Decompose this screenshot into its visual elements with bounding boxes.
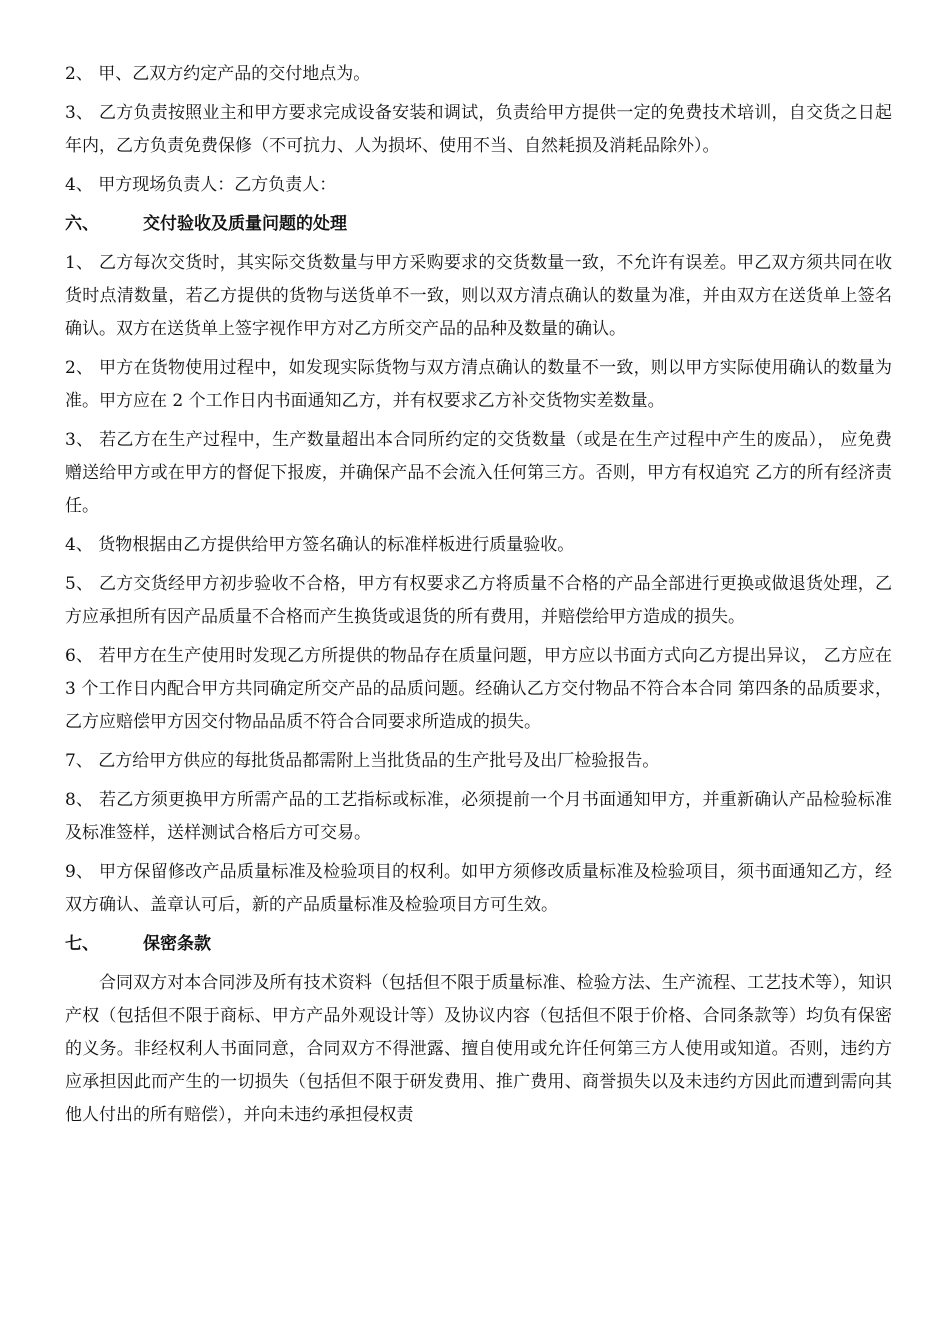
section-number: 七、 <box>65 934 99 954</box>
section-delivery-acceptance <box>65 208 892 922</box>
clause-9: 9、 甲方保留修改产品质量标准及检验项目的权利。如甲方须修改质量标准及检验项目，须书面通知乙方，经双方确认、盖章认可后，新的产品质量标准及检验项目方可生效。 <box>65 862 892 915</box>
clause-4: 4、 货物根据由乙方提供给甲方签名确认的标准样板进行质量验收。 <box>65 535 575 555</box>
clause-1: 1、 乙方每次交货时，其实际交货数量与甲方采购要求的交货数量一致，不允许有误差。甲乙双方须共同在收货时点清数量，若乙方提供的货物与送货单不一致，则以双方清点确认的数量为准，并由双方在送货单上签名确认。双方在送货单上签字视作甲方对乙方所交产品的品种及数量的确认。 <box>65 253 892 339</box>
section-title: 保密条款 <box>143 934 211 954</box>
clause-4: 4、 甲方现场负责人：乙方负责人： <box>65 175 337 195</box>
section-number: 六、 <box>65 214 99 234</box>
section-title: 交付验收及质量问题的处理 <box>143 214 347 234</box>
section-confidentiality <box>65 928 892 1132</box>
section-heading <box>65 208 892 241</box>
clause-6: 6、 若甲方在生产使用时发现乙方所提供的物品存在质量问题，甲方应以书面方式向乙方提出异议， 乙方应在 3 个工作日内配合甲方共同确定所交产品的品质问题。经确认乙方交付物品不符合本合同 第四条的品质要求，乙方应赔偿甲方因交付物品品质不符合合同要求所造成的损失。 <box>65 646 892 732</box>
clause-2: 2、 甲、乙双方约定产品的交付地点为。 <box>65 64 371 84</box>
clause-3: 3、 乙方负责按照业主和甲方要求完成设备安装和调试，负责给甲方提供一定的免费技术培训，自交货之日起年内，乙方负责免费保修（不可抗力、人为损坏、使用不当、自然耗损及消耗品除外）。 <box>65 103 892 156</box>
section-continued <box>65 58 892 202</box>
clause-3: 3、 若乙方在生产过程中，生产数量超出本合同所约定的交货数量（或是在生产过程中产生的废品）， 应免费赠送给甲方或在甲方的督促下报废，并确保产品不会流入任何第三方。否则，甲方有权追究 乙方的所有经济责任。 <box>65 430 892 516</box>
confidentiality-paragraph: 合同双方对本合同涉及所有技术资料（包括但不限于质量标准、检验方法、生产流程、工艺技术等），知识产权（包括但不限于商标、甲方产品外观设计等）及协议内容（包括但不限于价格、合同条款等）均负有保密的义务。非经权利人书面同意，合同双方不得泄露、擅自使用或允许任何第三方人使用或知道。否则，违约方应承担因此而产生的一切损失（包括但不限于研发费用、推广费用、商誉损失以及未违约方因此而遭到需向其他人付出的所有赔偿），并向未违约承担侵权责 <box>65 973 892 1125</box>
section-heading <box>65 928 892 961</box>
clause-5: 5、 乙方交货经甲方初步验收不合格，甲方有权要求乙方将质量不合格的产品全部进行更换或做退货处理，乙方应承担所有因产品质量不合格而产生换货或退货的所有费用，并赔偿给甲方造成的损失。 <box>65 574 892 627</box>
clause-7: 7、 乙方给甲方供应的每批货品都需附上当批货品的生产批号及出厂检验报告。 <box>65 751 660 771</box>
clause-8: 8、 若乙方须更换甲方所需产品的工艺指标或标准，必须提前一个月书面通知甲方，并重新确认产品检验标准及标准签样，送样测试合格后方可交易。 <box>65 790 892 843</box>
clause-2: 2、 甲方在货物使用过程中，如发现实际货物与双方清点确认的数量不一致，则以甲方实际使用确认的数量为准。甲方应在 2 个工作日内书面通知乙方，并有权要求乙方补交货物实差数量。 <box>65 358 892 411</box>
